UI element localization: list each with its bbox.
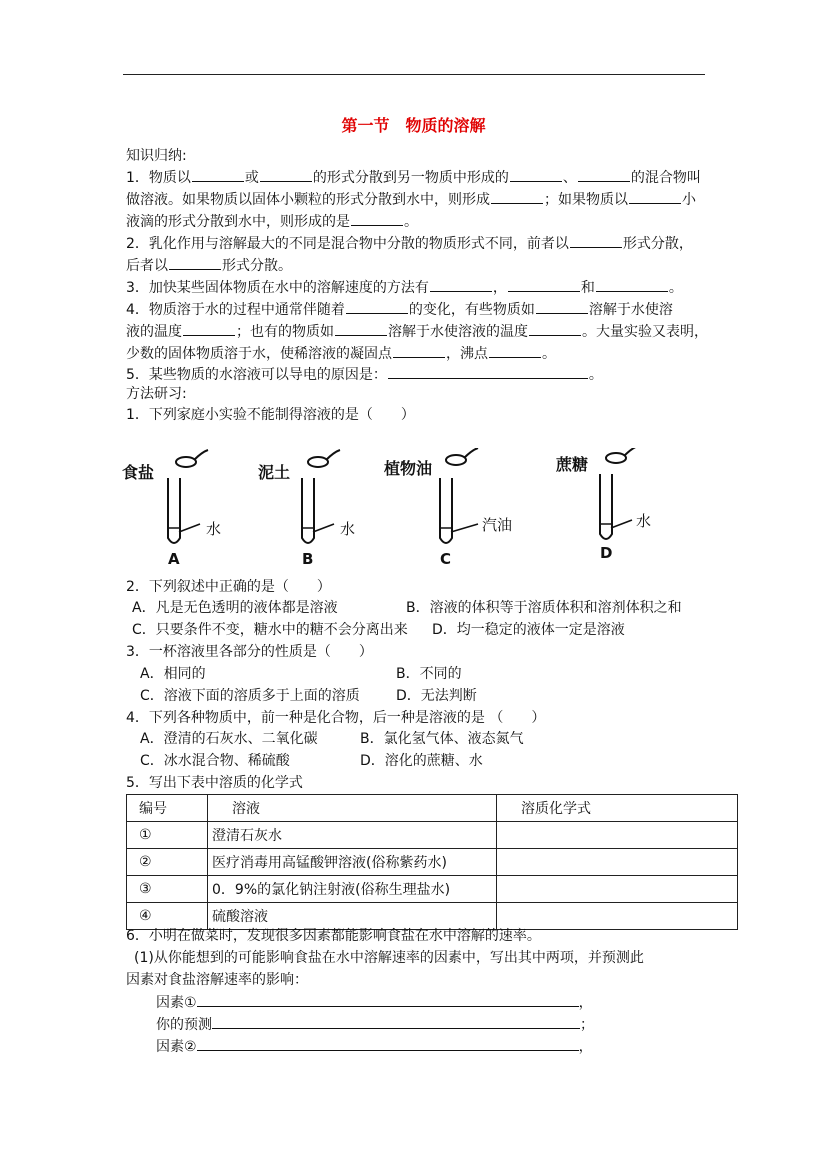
fill-blank[interactable]	[393, 343, 445, 358]
page-title: 第一节 物质的溶解	[341, 116, 486, 135]
header-rule	[123, 74, 705, 75]
knowledge-item-4: 4．物质溶于水的过程中通常伴随着 的变化，有些物质如 溶解于水使溶	[126, 299, 673, 320]
solution-table	[126, 794, 738, 930]
factor-2-line: 因素② ，	[156, 1036, 593, 1057]
figure-liquid: 水	[340, 520, 356, 538]
row-solution: 医疗消毒用高锰酸钾溶液(俗称紫药水)	[208, 849, 497, 876]
fill-blank[interactable]	[536, 299, 588, 314]
fill-blank[interactable]	[169, 255, 221, 270]
fill-blank[interactable]	[596, 277, 668, 292]
experiment-figures	[122, 448, 682, 568]
row-number: ②	[127, 849, 208, 876]
question-6-part-1-cont: 因素对食盐溶解速率的影响：	[126, 972, 308, 988]
q4-option-b[interactable]: B．氯化氢气体、液态氮气	[360, 731, 524, 747]
row-solution: 澄清石灰水	[208, 822, 497, 849]
table-row	[127, 849, 738, 876]
q4-option-a[interactable]: A．澄清的石灰水、二氧化碳	[140, 731, 318, 747]
test-tube-spoon-icon	[258, 448, 388, 568]
figure-liquid: 汽油	[482, 516, 513, 534]
row-number: ③	[127, 876, 208, 903]
figure-letter: B	[302, 550, 314, 568]
figure-label: 蔗糖	[556, 455, 589, 474]
figure-a	[122, 448, 252, 568]
row-formula-input[interactable]	[497, 876, 738, 903]
question-1: 1．下列家庭小实验不能制得溶液的是（ ）	[126, 407, 415, 423]
fill-blank[interactable]	[346, 299, 408, 314]
question-5: 5．写出下表中溶质的化学式	[126, 775, 303, 791]
fill-blank[interactable]	[529, 321, 581, 336]
fill-blank[interactable]	[430, 277, 492, 292]
q2-option-c[interactable]: C．只要条件不变，糖水中的糖不会分离出来	[132, 622, 408, 638]
q2-option-d[interactable]: D．均一稳定的液体一定是溶液	[432, 622, 625, 638]
fill-blank[interactable]	[192, 167, 244, 182]
question-2: 2．下列叙述中正确的是（ ）	[126, 579, 331, 595]
row-solution: 0．9%的氯化钠注射液(俗称生理盐水)	[208, 876, 497, 903]
row-solution: 硫酸溶液	[208, 903, 497, 930]
question-6: 6．小明在做菜时，发现很多因素都能影响食盐在水中溶解的速率。	[126, 928, 541, 944]
q3-option-d[interactable]: D．无法判断	[396, 688, 477, 704]
figure-letter: A	[168, 550, 180, 568]
row-number: ④	[127, 903, 208, 930]
section-knowledge: 知识归纳:	[126, 148, 187, 164]
q2-option-b[interactable]: B．溶液的体积等于溶质体积和溶剂体积之和	[406, 600, 682, 616]
fill-blank[interactable]	[629, 189, 681, 204]
table-row	[127, 822, 738, 849]
knowledge-item-4-cont2: 少数的固体物质溶于水，使稀溶液的凝固点 ，沸点 。	[126, 343, 556, 364]
q2-option-a[interactable]: A．凡是无色透明的液体都是溶液	[132, 600, 338, 616]
fill-blank[interactable]	[578, 167, 630, 182]
question-3: 3．一杯溶液里各部分的性质是（ ）	[126, 644, 373, 660]
section-methods: 方法研习:	[126, 386, 187, 402]
table-header-row	[127, 795, 738, 822]
figure-label: 食盐	[122, 463, 155, 482]
knowledge-item-5: 5．某些物质的水溶液可以导电的原因是： 。	[126, 364, 603, 385]
knowledge-item-1-cont2: 液滴的形式分散到水中，则形成的是 。	[126, 211, 418, 232]
prediction-line: 你的预测 ；	[156, 1014, 594, 1035]
factor-1-line: 因素① ，	[156, 992, 593, 1013]
figure-label: 泥土	[258, 463, 291, 482]
header-number: 编号	[127, 795, 208, 822]
fill-blank[interactable]	[508, 277, 580, 292]
figure-label: 植物油	[384, 459, 433, 478]
figure-c	[384, 448, 514, 568]
knowledge-item-1-cont: 做溶液。如果物质以固体小颗粒的形式分散到水中，则形成 ；如果物质以 小	[126, 189, 696, 210]
table-row	[127, 876, 738, 903]
fill-blank[interactable]	[260, 167, 312, 182]
figure-letter: C	[440, 550, 452, 568]
fill-blank[interactable]	[351, 211, 403, 226]
fill-blank[interactable]	[510, 167, 562, 182]
figure-liquid: 水	[206, 520, 222, 538]
knowledge-item-1: 1．物质以 或 的形式分散到另一物质中形成的 、 的混合物叫	[126, 167, 701, 188]
fill-blank[interactable]	[491, 189, 543, 204]
fill-blank[interactable]	[489, 343, 541, 358]
row-formula-input[interactable]	[497, 822, 738, 849]
fill-blank[interactable]	[570, 233, 622, 248]
row-formula-input[interactable]	[497, 849, 738, 876]
header-solution: 溶液	[208, 795, 497, 822]
q4-option-c[interactable]: C．冰水混合物、稀硫酸	[140, 753, 290, 769]
knowledge-item-2: 2．乳化作用与溶解最大的不同是混合物中分散的物质形式不同，前者以 形式分散，	[126, 233, 693, 254]
answer-line[interactable]	[197, 992, 579, 1007]
q3-option-b[interactable]: B．不同的	[396, 666, 462, 682]
q3-option-a[interactable]: A．相同的	[140, 666, 206, 682]
figure-letter: D	[600, 544, 613, 562]
knowledge-item-2-cont: 后者以 形式分散。	[126, 255, 292, 276]
fill-blank[interactable]	[335, 321, 387, 336]
fill-blank[interactable]	[388, 364, 588, 379]
answer-line[interactable]	[212, 1014, 580, 1029]
answer-line[interactable]	[197, 1036, 579, 1051]
row-number: ①	[127, 822, 208, 849]
header-formula: 溶质化学式	[497, 795, 738, 822]
fill-blank[interactable]	[183, 321, 235, 336]
question-6-part-1: (1)从你能想到的可能影响食盐在水中溶解速率的因素中，写出其中两项，并预测此	[134, 950, 644, 966]
q4-option-d[interactable]: D．溶化的蔗糖、水	[360, 753, 483, 769]
figure-liquid: 水	[636, 512, 652, 530]
knowledge-item-4-cont: 液的温度 ；也有的物质如 溶解于水使溶液的温度 。大量实验又表明，	[126, 321, 708, 342]
figure-b	[258, 448, 388, 568]
q3-option-c[interactable]: C．溶液下面的溶质多于上面的溶质	[140, 688, 360, 704]
figure-d	[556, 448, 686, 568]
knowledge-item-3: 3．加快某些固体物质在水中的溶解速度的方法有 ， 和 。	[126, 277, 683, 298]
test-tube-spoon-icon	[122, 448, 252, 568]
test-tube-spoon-icon	[556, 448, 686, 568]
question-4: 4．下列各种物质中，前一种是化合物，后一种是溶液的是 （ ）	[126, 710, 546, 726]
